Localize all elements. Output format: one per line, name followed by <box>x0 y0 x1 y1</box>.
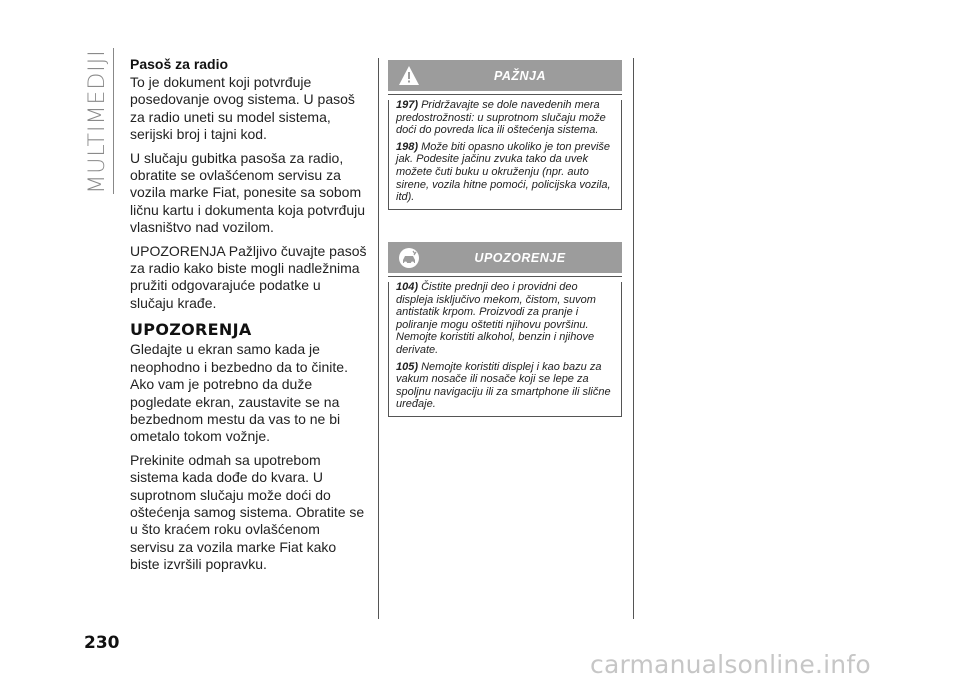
warning-body <box>388 282 622 417</box>
column-divider-right <box>633 58 634 619</box>
warning-item <box>396 281 614 357</box>
heading-warnings: UPOZORENJA <box>130 320 252 340</box>
column-divider-left <box>378 58 379 619</box>
warning-triangle-icon <box>398 65 420 87</box>
paragraph-1: To je dokument koji potvrđuje posedovanje ovog sistema. U pasoš za radio uneti su model sistema, serijski broj i tajni kod. <box>130 74 355 143</box>
heading-radio-passport: Pasoš za radio <box>130 56 229 72</box>
car-damage-icon <box>398 247 420 269</box>
attention-item-number: 198) <box>396 140 419 153</box>
paragraph-3: UPOZORENJA Pažljivo čuvajte pasoš za radio kako biste mogli nadležnima pružiti odgovarajuće podatke u slučaju krađe. <box>130 242 367 311</box>
main-text-column <box>130 56 368 580</box>
warning-item-text: Čistite prednji deo i providni deo displeja isključivo mekom, čistom, suvom antistatik krpom. Proizvodi za pranje i poliranje mogu oštetiti njihovu površinu. Nemojte koristiti alkohol, benzin i njihove derivate. <box>396 281 596 356</box>
attention-item <box>396 99 614 137</box>
warning-item-number: 105) <box>396 360 419 373</box>
paragraph-5: Prekinite odmah sa upotrebom sistema kada dođe do kvara. U suprotnom slučaju može doći do oštećenja samog sistema. Obratite se u što kraćem roku ovlašćenom servisu za vozila marke Fiat kako biste izvršili popravku. <box>130 451 365 573</box>
warning-title: UPOZORENJE <box>474 250 566 265</box>
attention-item-text: Pridržavajte se dole navedenih mera predostrožnosti: u suprotnom slučaju može doći do povreda lica ili oštećenja sistema. <box>396 99 606 137</box>
attention-header <box>388 60 622 91</box>
paragraph-4: Gledajte u ekran samo kada je neophodno i bezbedno da to činite. Ako vam je potrebno da duže pogledate ekran, zaustavite se na bezbednom mestu da vas to ne bi ometalo tokom vožnje. <box>130 341 348 445</box>
attention-item-number: 197) <box>396 99 419 111</box>
warning-notice <box>388 242 622 417</box>
attention-notice <box>388 60 622 210</box>
section-side-title <box>84 50 110 192</box>
side-divider <box>113 48 114 194</box>
warning-item <box>396 361 614 411</box>
attention-item <box>396 141 614 204</box>
attention-item-text: Može biti opasno ukoliko je ton previše jak. Podesite jačinu zvuka tako da uvek možete čuti buku u okruženju (npr. auto sirene, vozila hitne pomoći, policijska vozila, itd). <box>396 140 611 204</box>
warning-item-number: 104) <box>396 281 419 293</box>
page-number: 230 <box>84 633 120 653</box>
warning-item-text: Nemojte koristiti displej i kao bazu za vakum nosače ili nosače koji se lepe za spoljnu navigaciju ili za smartphone ili slične uređaje. <box>396 360 611 411</box>
warning-header <box>388 242 622 273</box>
section-side-title-text: MULTIMEDIJI <box>84 48 110 194</box>
attention-title: PAŽNJA <box>493 68 547 83</box>
attention-body <box>388 100 622 210</box>
paragraph-2: U slučaju gubitka pasoša za radio, obratite se ovlašćenom servisu za vozila marke Fiat, ponesite sa sobom ličnu kartu i dokumenta koja potvrđuju vlasništvo nad vozilom. <box>130 149 366 236</box>
site-watermark: carmanualsonline.info <box>590 650 871 679</box>
